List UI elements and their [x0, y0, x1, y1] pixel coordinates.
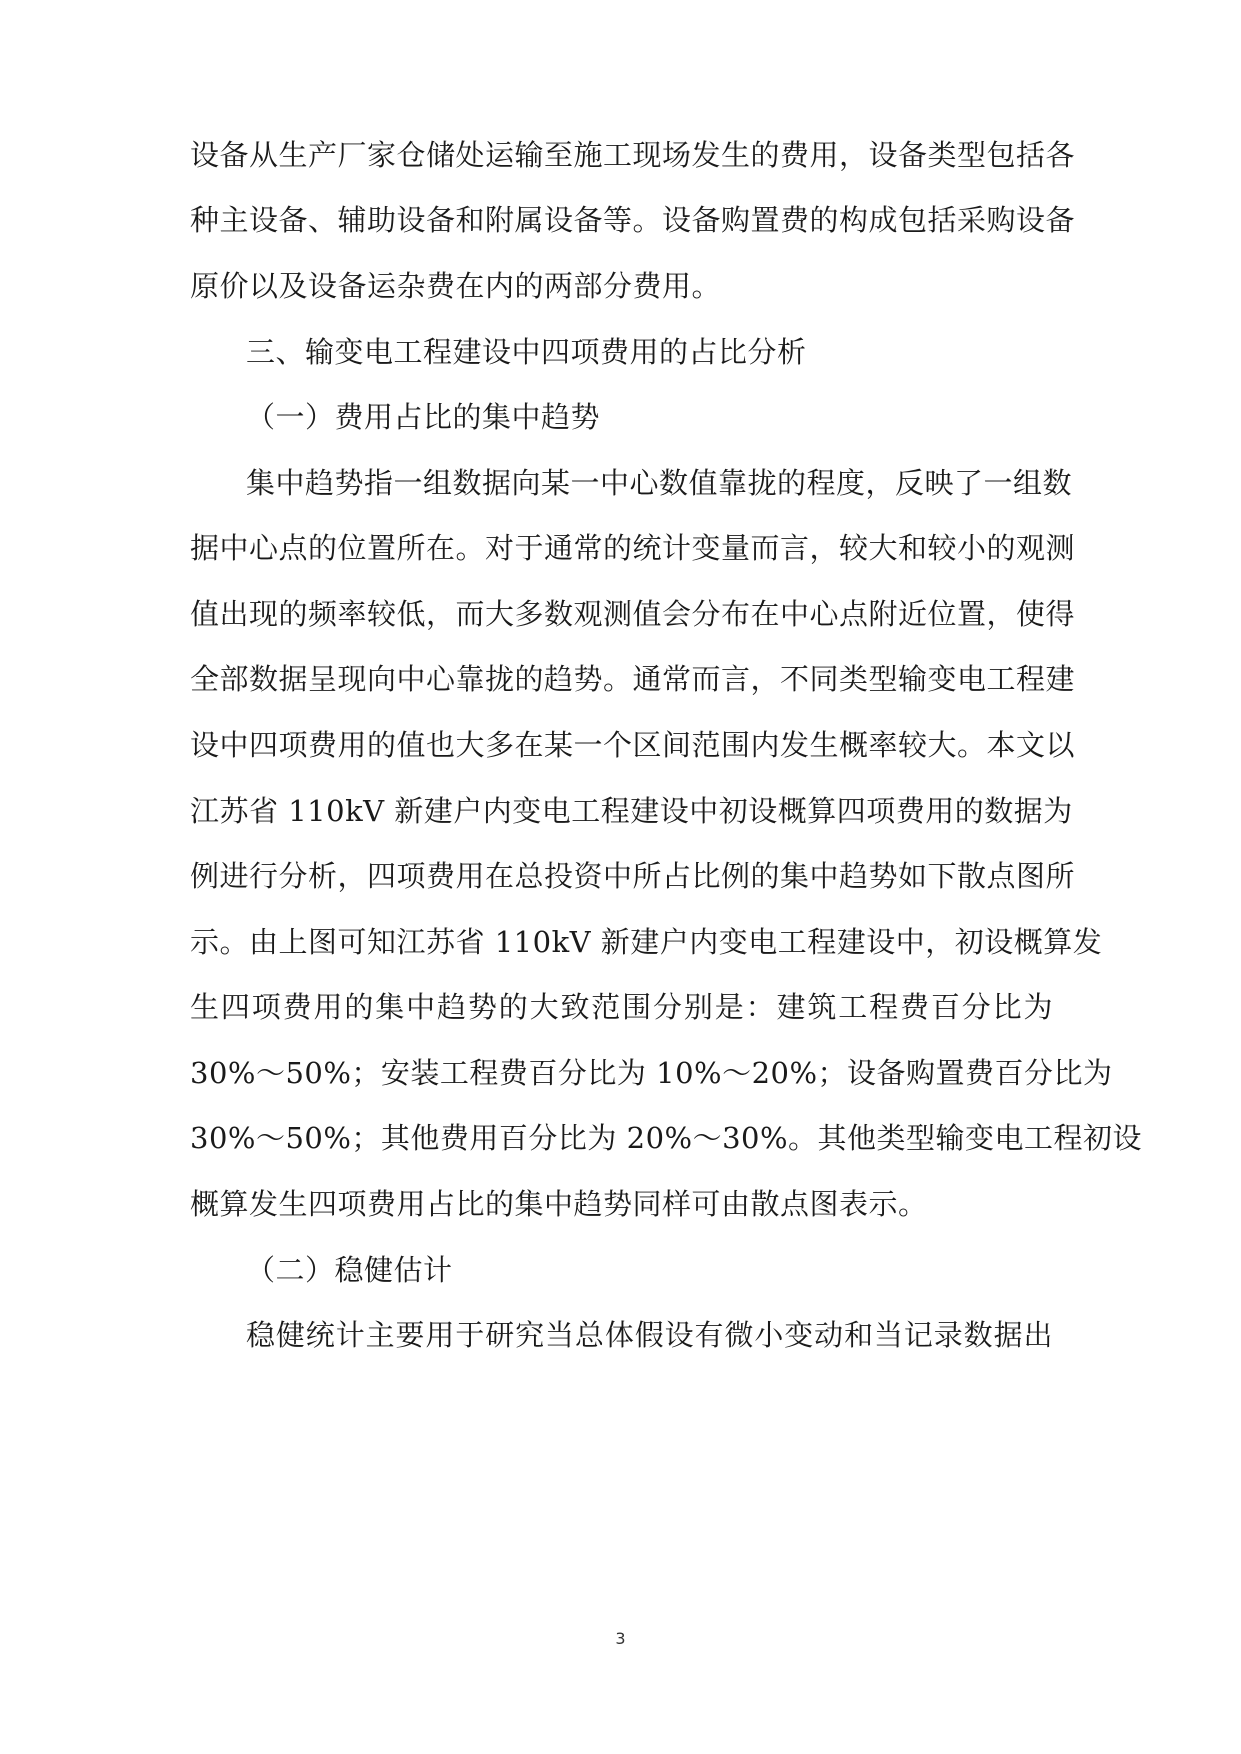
section-heading: 三、输变电工程建设中四项费用的占比分析 — [246, 335, 807, 369]
subsection-heading: （一）费用占比的集中趋势 — [246, 400, 601, 434]
text-line: 示。由上图可知江苏省 110kV 新建户内变电工程建设中，初设概算发 — [190, 925, 1103, 959]
text-line: 种主设备、辅助设备和附属设备等。设备购置费的构成包括采购设备 — [190, 203, 1076, 237]
text-line: 概算发生四项费用占比的集中趋势同样可由散点图表示。 — [190, 1187, 928, 1221]
text-line: 设备从生产厂家仓储处运输至施工现场发生的费用，设备类型包括各 — [190, 138, 1076, 172]
text-line: 30%～50%；安装工程费百分比为 10%～20%；设备购置费百分比为 — [190, 1056, 1113, 1090]
text-line: 原价以及设备运杂费在内的两部分费用。 — [190, 269, 722, 303]
text-line: 全部数据呈现向中心靠拢的趋势。通常而言，不同类型输变电工程建 — [190, 662, 1076, 696]
text-line: 例进行分析，四项费用在总投资中所占比例的集中趋势如下散点图所 — [190, 859, 1076, 893]
text-line: 集中趋势指一组数据向某一中心数值靠拢的程度，反映了一组数 — [246, 466, 1073, 500]
text-line: 稳健统计主要用于研究当总体假设有微小变动和当记录数据出 — [246, 1318, 1053, 1352]
text-line: 生四项费用的集中趋势的大致范围分别是：建筑工程费百分比为 — [190, 990, 1053, 1024]
text-line: 值出现的频率较低，而大多数观测值会分布在中心点附近位置，使得 — [190, 597, 1076, 631]
subsection-heading: （二）稳健估计 — [246, 1253, 453, 1287]
text-line: 江苏省 110kV 新建户内变电工程建设中初设概算四项费用的数据为 — [190, 794, 1073, 828]
text-line: 设中四项费用的值也大多在某一个区间范围内发生概率较大。本文以 — [190, 728, 1076, 762]
text-line: 据中心点的位置所在。对于通常的统计变量而言，较大和较小的观测 — [190, 531, 1076, 565]
page-number: 3 — [615, 1629, 626, 1648]
text-line: 30%～50%；其他费用百分比为 20%～30%。其他类型输变电工程初设 — [190, 1121, 1143, 1155]
